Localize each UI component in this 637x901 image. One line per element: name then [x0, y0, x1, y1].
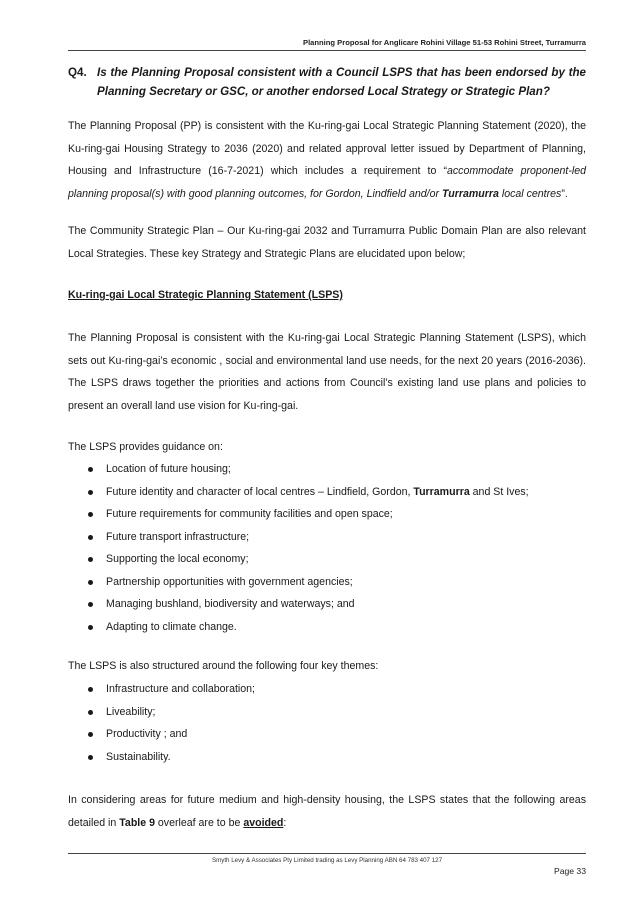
- para1-quote-italic-end: local centres: [498, 187, 562, 200]
- bullet-icon: [88, 557, 93, 562]
- paragraph-community-plan: The Community Strategic Plan – Our Ku-ring-gai 2032 and Turramurra Public Domain Plan are also relevant Local Strategies. These key Strategy and Strategic Plans are elucidated upon below;: [68, 225, 586, 260]
- list-item: Future requirements for community facilities and open space;: [68, 503, 586, 526]
- list-item: Future identity and character of local centres – Lindfield, Gordon, Turramurra and St Ives;: [68, 481, 586, 504]
- question-number: Q4.: [68, 66, 87, 79]
- para1-end: ”.: [561, 187, 568, 200]
- bullet-icon: [88, 490, 93, 495]
- list-item: Partnership opportunities with government agencies;: [68, 571, 586, 594]
- list-item: Supporting the local economy;: [68, 548, 586, 571]
- guidance-list: [68, 458, 586, 638]
- bullet-icon: [88, 580, 93, 585]
- list-item: Managing bushland, biodiversity and waterways; and: [68, 593, 586, 616]
- page-number: Page 33: [553, 866, 586, 876]
- guidance-intro: The LSPS provides guidance on:: [68, 441, 223, 453]
- list-item: Sustainability.: [68, 746, 586, 769]
- para1-quote-italic: accommodate proponent-led planning proposal(s) with good planning outcomes, for Gordon, Lindfield and/or: [68, 165, 587, 200]
- question-text: Is the Planning Proposal consistent with a Council LSPS that has been endorsed by the Planning Secretary or GSC, or another endorsed Local Strategy or Strategic Plan?: [97, 66, 586, 98]
- question-block: [68, 63, 586, 101]
- paragraph-lsps: The Planning Proposal is consistent with the Ku-ring-gai Local Strategic Planning Statement (LSPS), which sets out Ku-ring-gai’s economic , social and environmental land use needs, for the next 20 years (2016-2036). The LSPS draws together the priorities and actions from Council’s existing land use plans and policies to present an overall land use vision for Ku-ring-gai.: [68, 332, 586, 412]
- bullet-icon: [88, 732, 93, 737]
- list-item: Adapting to climate change.: [68, 616, 586, 639]
- running-header: Planning Proposal for Anglicare Rohini Village 51-53 Rohini Street, Turramurra: [303, 38, 586, 47]
- bullet-icon: [88, 625, 93, 630]
- paragraph-consistency: [68, 115, 586, 205]
- paragraph-closing: In considering areas for future medium and high-density housing, the LSPS states that the following areas detailed in Table 9 overleaf are to be avoided:: [68, 794, 586, 829]
- table-reference: Table 9: [119, 816, 155, 829]
- bullet-icon: [88, 467, 93, 472]
- bullet-icon: [88, 535, 93, 540]
- bullet-icon: [88, 602, 93, 607]
- para1-quote-bold: Turramurra: [441, 187, 499, 200]
- bullet-icon: [88, 512, 93, 517]
- list-item: Location of future housing;: [68, 458, 586, 481]
- themes-intro: The LSPS is also structured around the following four key themes:: [68, 660, 379, 672]
- bullet-icon: [88, 755, 93, 760]
- bullet-icon: [88, 687, 93, 692]
- footer-rule: [68, 853, 586, 854]
- footer-text: Smyth Levy & Associates Pty Limited trading as Levy Planning ABN 64 783 407 127: [211, 857, 443, 864]
- section-heading-lsps: Ku-ring-gai Local Strategic Planning Statement (LSPS): [68, 289, 343, 301]
- list-item: Productivity ; and: [68, 723, 586, 746]
- para1-text: The Planning Proposal (PP) is consistent with the Ku-ring-gai Local Strategic Planning Statement (2020), the Ku-ring-gai Housing Strategy to 2036 (2020) and related approval letter issued by Department of Planning, Housing and Infrastructure (16-7-2021) which includes a requirement to “: [68, 120, 586, 177]
- header-rule: [68, 50, 586, 51]
- avoided-emphasis: avoided: [243, 816, 284, 829]
- themes-list: [68, 678, 586, 768]
- list-item: Liveability;: [68, 701, 586, 724]
- list-item: Future transport infrastructure;: [68, 526, 586, 549]
- bullet-icon: [88, 710, 93, 715]
- list-item: Infrastructure and collaboration;: [68, 678, 586, 701]
